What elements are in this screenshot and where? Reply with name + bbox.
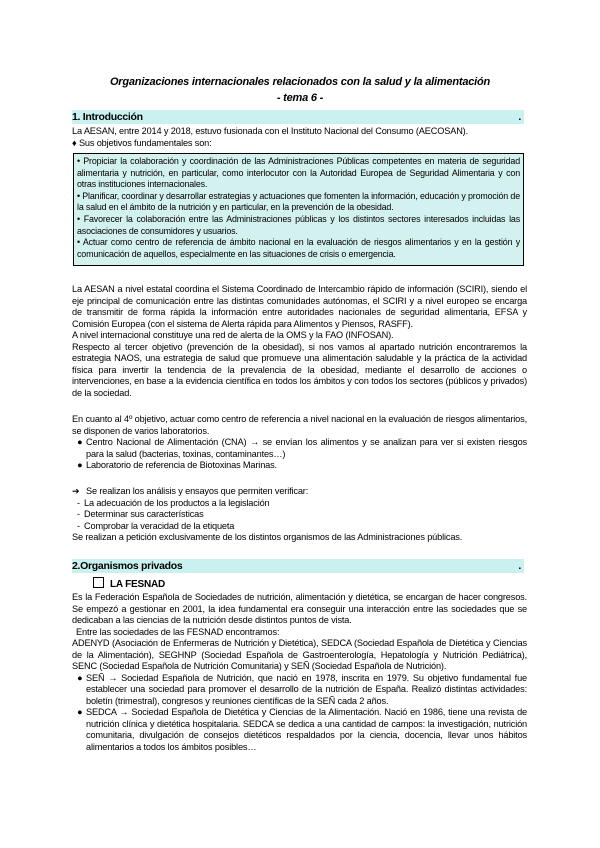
dash-icon: - (77, 520, 80, 531)
arrow-icon: ➔ (72, 486, 80, 496)
bullet-icon: ● (77, 707, 83, 717)
dash-icon: - (77, 509, 80, 519)
document-subtitle: - tema 6 - (276, 92, 324, 104)
societies-intro: Entre las sociedades de las FESNAD encontramos: (76, 626, 280, 637)
paragraph-naos: Respecto al tercer objetivo (prevención de la obesidad), si nos vamos al apartado nutrición encontraremos la estrategia NAOS, una estrategia de salud que promueve una alimentación saludable y la práctica de la actividad física para invertir la tendencia de la prevalencia de la obesidad, mediante el desarrollo de acciones o intervenciones, en base a la evidencia científica en todos los ámbitos y con todos los sectores (públicos y privados) de la sociedad. (72, 341, 527, 398)
section-heading-text: 2.Organismos privados (72, 560, 183, 572)
fesnad-block (72, 592, 527, 753)
checkbox-icon (93, 577, 104, 588)
analysis-item-text: Determinar sus características (84, 509, 204, 519)
analysis-item-text: Comprobar la veracidad de la etiqueta (84, 520, 235, 531)
paragraph-sciri: La AESAN a nivel estatal coordina el Sistema Coordinado de Intercambio rápido de información (SCIRI), siendo el eje principal de comunicación entre las distintas comunidades autónomas, el SCIRI y a nivel europeo se encarga de transmitir de forma rápida la información entre autoridades nacionales de seguridad alimentaria, EFSA y Comisión Europea (con el sistema de Alerta rápida para Alimentos y Piensos, RASFF). (72, 284, 527, 329)
lab-item (72, 437, 527, 460)
lab-item (72, 460, 527, 472)
objectives-box (73, 153, 524, 266)
objective-item: • Actuar como centro de referencia de ámbito nacional en la evaluación de riesgos alimentarios y en la gestión y comunicación de aquellos, especialmente en las situaciones de crisis o emergencia. (77, 237, 520, 259)
analysis-item (72, 498, 527, 510)
lab-item-text: Laboratorio de referencia de Biotoxinas Marinas. (86, 460, 277, 470)
section-heading-dot: . (518, 560, 521, 572)
society-item-text: SEDCA → Sociedad Española de Dietética y Ciencias de la Alimentación. Nació en 1986, tiene una revista de nutrición clínica y dietética hospitalaria. SEDCA se dedica a una cantidad de campos: la investigación, nutrición comunitaria, divulgación de consejos dietéticos respaldados por la ciencia, docencia, llevar unos hábitos alimentarios a todos los ámbitos posibles… (86, 707, 527, 752)
society-item-text: SEÑ → Sociedad Española de Nutrición, que nació en 1978, inscrita en 1979. Su objetivo fundamental fue establecer una sociedad para promover el desarrollo de la nutrición de España. Realizó distintas actividades: boletín (trimestral), congresos y reuniones científicas de la SEÑ cada 2 años. (86, 672, 527, 706)
paragraph-fesnad: Es la Federación Española de Sociedades de nutrición, alimentación y dietética, se encargan de hacer congresos. Se empezó a gestionar en 2001, la idea fundamental era conseguir una interacción entre las sociedades que se dedicaban a las ciencias de la nutrición desde distintos puntos de vista. (72, 592, 527, 625)
labs-block (72, 414, 527, 472)
society-item (72, 707, 527, 753)
intro-line: La AESAN, entre 2014 y 2018, estuvo fusionada con el Instituto Nacional del Consumo (AECOSAN). (72, 126, 468, 136)
societies-list: ADENYD (Asociación de Enfermeras de Nutrición y Dietética), SEDCA (Sociedad Española de Dietética y Ciencias de la Alimentación), SEGHNP (Sociedad Española de Gastroenterología, Hepatología y Nutrición Pediátrica), SENC (Sociedad Española de Nutrición Comunitaria) y SEÑ (Sociedad Española de Nutrición). (72, 638, 527, 671)
analysis-item-text: La adecuación de los productos a la legislación (84, 497, 270, 508)
analysis-item (72, 509, 527, 521)
sciri-block (72, 284, 527, 399)
objective-item: • Favorecer la colaboración entre las Administraciones públicas y los distintos sectores interesados incluidas las asociaciones de consumidores y usuarios. (77, 213, 520, 236)
analysis-intro-text: Se realizan los análisis y ensayos que permiten verificar: (86, 486, 309, 496)
section-heading-introduccion (72, 110, 524, 124)
paragraph-cuarto-objetivo: En cuanto al 4º objetivo, actuar como centro de referencia a nivel nacional en la evaluación de riesgos alimentarios, se disponen de varios laboratorios. (72, 414, 527, 436)
analysis-item (72, 521, 527, 533)
paragraph-infosan: A nivel internacional constituye una red de alerta de la OMS y la FAO (INFOSAN). (72, 330, 394, 340)
document-title: Organizaciones internacionales relacionados con la salud y la alimentación (109, 76, 491, 88)
intro-block (72, 126, 527, 149)
section-heading-text: 1. Introducción (72, 111, 143, 123)
bullet-icon: ● (77, 460, 83, 470)
fesnad-title: LA FESNAD (110, 579, 166, 590)
objectives-label: ♦ Sus objetivos fundamentales son: (72, 137, 212, 148)
lab-item-text: Centro Nacional de Alimentación (CNA) → se envían los alimentos y se analizan para ver si existen riesgos para la salud (bacterias, toxinas, contaminantes…) (86, 437, 527, 459)
analysis-intro (72, 486, 527, 498)
objective-item: • Propiciar la colaboración y coordinación de las Administraciones Públicas competentes en materia de seguridad alimentaria y nutrición, en particular, como interlocutor con la Autoridad Europea de Seguridad Alimentaria y con otras instituciones internacionales. (77, 156, 520, 190)
objective-item: • Planificar, coordinar y desarrollar estrategias y actuaciones que fomenten la información, educación y promoción de la salud en el ámbito de la nutrición y en particular, en la prevención de la obesidad. (77, 190, 520, 213)
analysis-block (72, 486, 527, 544)
bullet-icon: ● (77, 437, 83, 447)
section-heading-dot: . (518, 111, 521, 123)
society-item (72, 673, 527, 708)
section-heading-organismos-privados (72, 559, 524, 573)
fesnad-heading (93, 577, 165, 590)
dash-icon: - (77, 497, 80, 508)
analysis-footer: Se realizan a petición exclusivamente de los distintos organismos de las Administraciones públicas. (72, 532, 463, 542)
bullet-icon: ● (77, 672, 83, 683)
